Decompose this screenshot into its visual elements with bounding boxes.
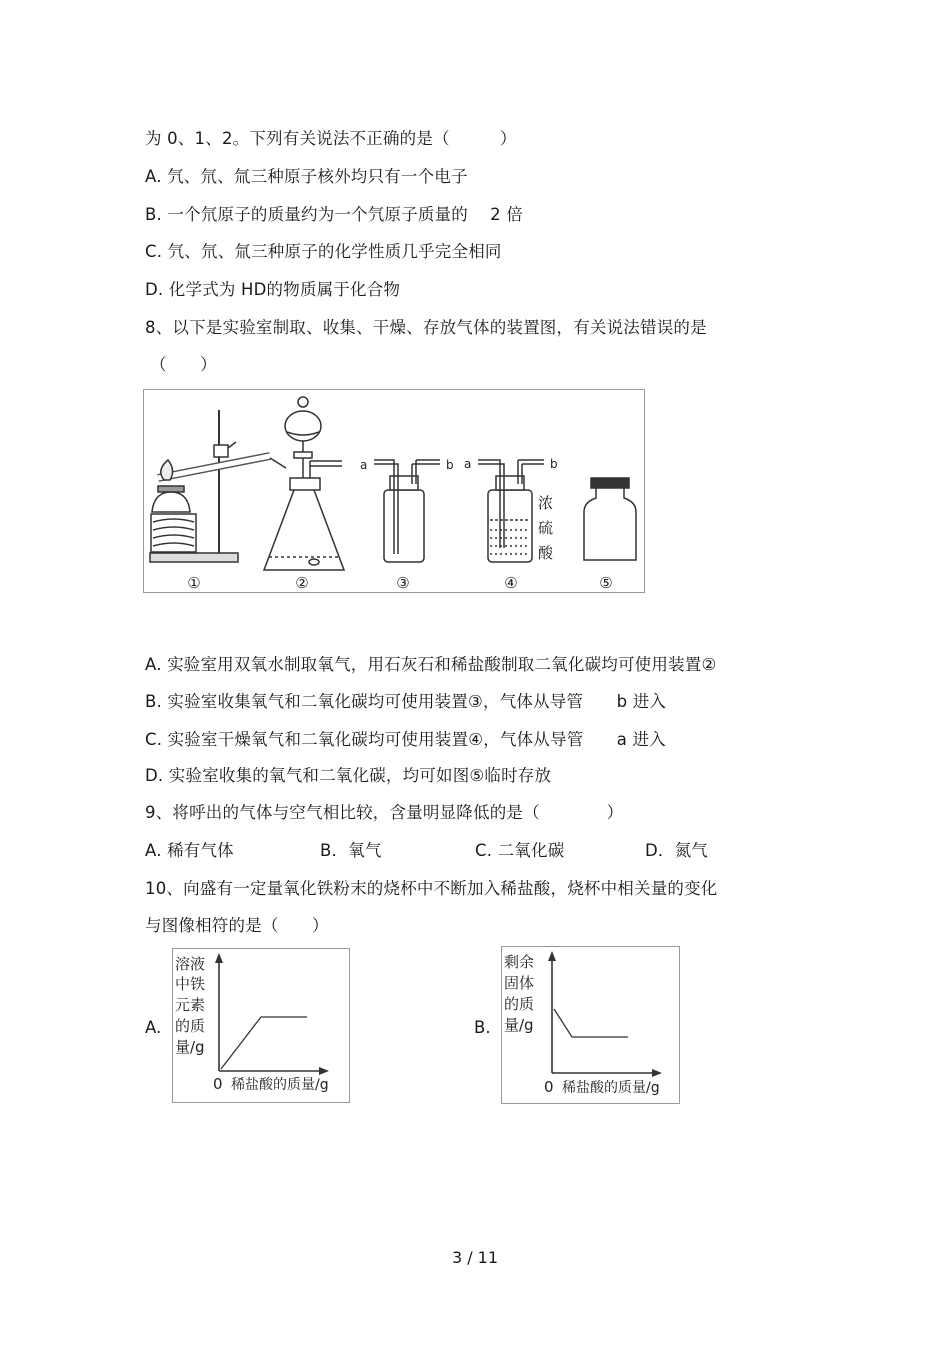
q7-option-c: C. 氕、氘、氚三种原子的化学性质几乎完全相同 [145,242,502,261]
graph-a-ylabel-2: 中铁 [175,975,206,993]
apparatus-label-3: ③ [396,574,410,592]
apparatus-2-generator [264,397,344,570]
apparatus-1-heating [150,410,286,562]
page-number: 3 / 11 [451,1248,499,1267]
apparatus-figure [143,389,645,593]
graph-b-origin: 0 [544,1078,554,1096]
graph-a-ylabel-5: 量/g [175,1038,205,1056]
q9-option-c: C. 二氧化碳 [475,841,565,860]
graph-b-ylabel-3: 的质 [504,995,535,1013]
q8-option-a: A. 实验室用双氧水制取氧气，用石灰石和稀盐酸制取二氧化碳均可使用装置② [145,655,717,674]
apparatus-label-5: ⑤ [599,574,613,592]
q7-option-d: D. 化学式为 HD的物质属于化合物 [145,280,401,299]
apparatus-4-port-b: b [550,457,558,471]
apparatus-label-1: ① [187,574,201,592]
q9-option-d: D．氮气 [645,841,709,860]
graph-a-curve [221,1017,307,1069]
apparatus-3-port-b: b [446,458,454,472]
graph-b [501,946,680,1104]
graph-a [172,948,350,1103]
graph-a-ylabel-3: 元素 [175,996,206,1014]
apparatus-3-collector [370,460,440,562]
q8-stem: 8、以下是实验室制取、收集、干燥、存放气体的装置图，有关说法错误的是 [145,318,707,337]
graph-a-plot [173,949,349,1102]
q10-stem-line1: 10、向盛有一定量氧化铁粉末的烧杯中不断加入稀盐酸，烧杯中相关量的变化 [145,879,718,898]
q9-stem: 9、将呼出的气体与空气相比较，含量明显降低的是（ ） [145,803,624,822]
q7-stem-tail: 为 0、1、2。下列有关说法不正确的是（ ） [145,129,517,148]
q10-stem-line2: 与图像相符的是（ ） [145,916,329,935]
q9-option-a: A. 稀有气体 [145,841,234,860]
q7-option-a: A. 氕、氘、氚三种原子核外均只有一个电子 [145,167,468,186]
apparatus-4-dryer [478,460,544,562]
graph-a-origin: 0 [213,1075,223,1093]
apparatus-label-4: ④ [504,574,518,592]
graph-b-xlabel: 稀盐酸的质量/g [562,1080,660,1096]
q9-options [145,837,745,859]
q8-option-b: B. 实验室收集氧气和二氧化碳均可使用装置③，气体从导管 b 进入 [145,692,667,711]
q10-graph-a-option: A. [145,1018,162,1037]
q8-paren: （ ） [150,355,217,374]
q8-option-d: D. 实验室收集的氧气和二氧化碳，均可如图⑤临时存放 [145,766,552,785]
graph-a-xlabel: 稀盐酸的质量/g [231,1077,329,1093]
apparatus-5-storage [584,478,636,560]
graph-b-ylabel-2: 固体 [504,974,535,992]
acid-label-2: 硫 [538,519,554,537]
graph-b-ylabel-4: 量/g [504,1016,534,1034]
acid-label-1: 浓 [538,494,554,512]
apparatus-drawing [144,390,644,592]
q7-option-b: B. 一个氘原子的质量约为一个氕原子质量的 2 倍 [145,205,523,224]
q10-graph-b-option: B. [474,1018,491,1037]
acid-label-3: 酸 [538,544,554,562]
apparatus-label-2: ② [295,574,309,592]
q9-option-b: B．氧气 [320,841,382,860]
graph-a-ylabel-1: 溶液 [175,955,206,973]
graph-b-curve [554,1009,628,1037]
graph-b-plot [502,947,679,1103]
apparatus-4-port-a: a [464,457,472,471]
graph-b-ylabel-1: 剩余 [504,953,535,971]
graph-a-ylabel-4: 的质 [175,1017,206,1035]
q8-option-c: C. 实验室干燥氧气和二氧化碳均可使用装置④，气体从导管 a 进入 [145,730,666,749]
apparatus-3-port-a: a [360,458,368,472]
